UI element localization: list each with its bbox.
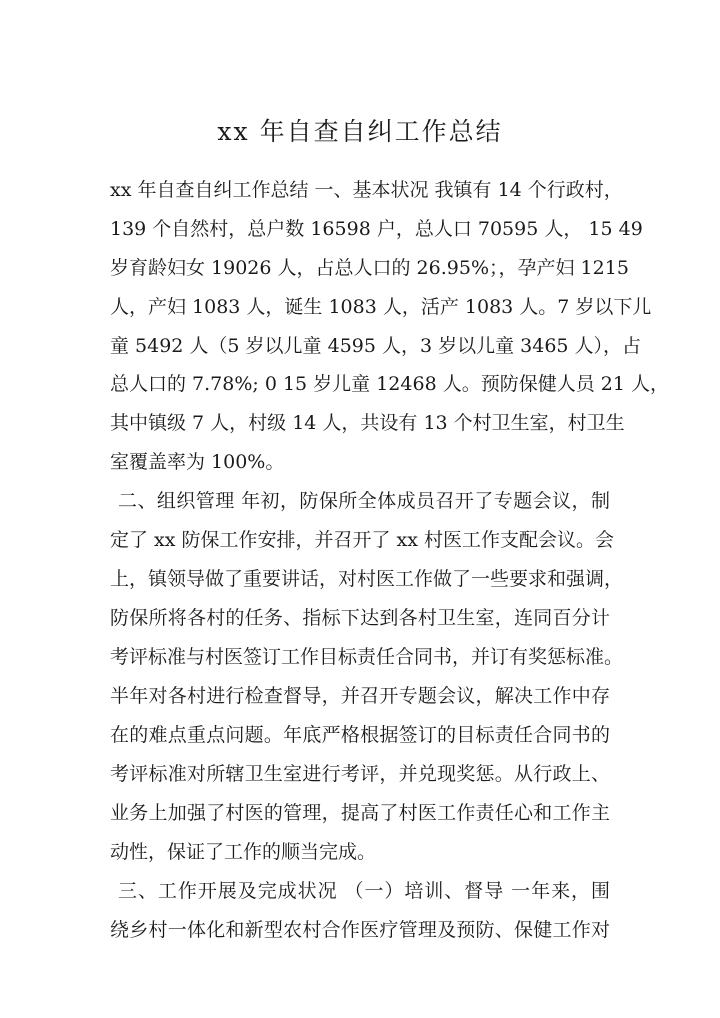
text-line: 三、工作开展及完成状况 （一）培训、督导 一年来，围: [118, 880, 610, 902]
text-line: 业务上加强了村医的管理，提高了村医工作责任心和工作主: [110, 802, 610, 824]
text-line: 防保所将各村的任务、指标下达到各村卫生室，连同百分计: [110, 607, 610, 629]
text-line: 在的难点重点问题。年底严格根据签订的目标责任合同书的: [110, 724, 610, 746]
text-line: 半年对各村进行检查督导，并召开专题会议，解决工作中存: [110, 685, 610, 707]
text-line: 童 5492 人（5 岁以儿童 4595 人，3 岁以儿童 3465 人），占: [110, 335, 642, 357]
text-line: 139 个自然村，总户数 16598 户，总人口 70595 人， 15 49: [110, 218, 643, 240]
text-line: 动性，保证了工作的顺当完成。: [110, 841, 377, 863]
text-line: 其中镇级 7 人，村级 14 人，共设有 13 个村卫生室，村卫生: [110, 412, 625, 434]
text-line: 人，产妇 1083 人，诞生 1083 人，活产 1083 人。7 岁以下儿: [110, 296, 652, 318]
text-line: 室覆盖率为 100%。: [110, 451, 285, 473]
text-line: 上，镇领导做了重要讲话，对村医工作做了一些要求和强调，: [110, 568, 624, 590]
text-line: 考评标准对所辖卫生室进行考评，并兑现奖惩。从行政上、: [110, 763, 610, 785]
text-line: 总人口的 7.78%; 0 15 岁儿童 12468 人。预防保健人员 21 人，: [110, 373, 669, 395]
text-line: 二、组织管理 年初，防保所全体成员召开了专题会议，制: [118, 490, 610, 512]
text-line: 考评标准与村医签订工作目标责任合同书，并订有奖惩标准。: [110, 646, 624, 668]
text-line: xx 年自查自纠工作总结 一、基本状况 我镇有 14 个行政村，: [110, 179, 623, 201]
text-line: 绕乡村一体化和新型农村合作医疗管理及预防、保健工作对: [110, 919, 610, 941]
text-line: 定了 xx 防保工作安排，并召开了 xx 村医工作支配会议。会: [110, 529, 615, 551]
text-line: 岁育龄妇女 19026 人，占总人口的 26.95%；，孕产妇 1215: [110, 257, 629, 279]
document-title: xx 年自查自纠工作总结: [217, 117, 503, 146]
